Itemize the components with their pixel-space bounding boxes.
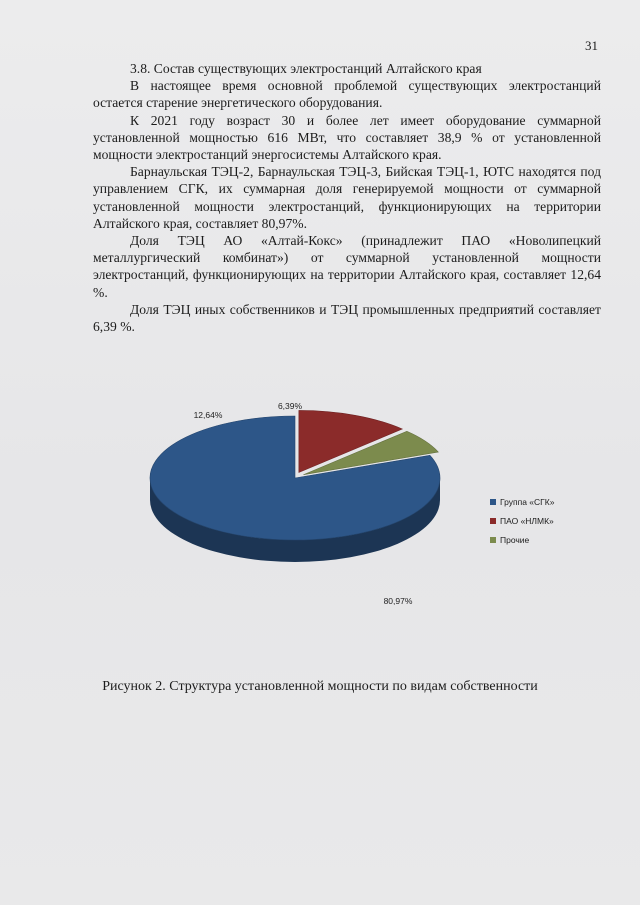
pie-data-label: 80,97% — [383, 596, 413, 606]
legend-item — [490, 511, 554, 530]
paragraph: Доля ТЭЦ АО «Алтай-Кокс» (принадлежит ПАО «Новолипецкий металлургический комбинат») от суммарной установленной мощности электростанций, функционирующих на территории Алтайского края, составляет 12,64 %. — [93, 233, 601, 300]
paragraph: К 2021 году возраст 30 и более лет имеет оборудование суммарной установленной мощностью 616 МВт, что составляет 38,9 % от установленной мощности электростанций энергосистемы Алтайского края. — [93, 112, 601, 163]
pie-chart — [140, 390, 610, 620]
legend-label: ПАО «НЛМК» — [500, 515, 554, 526]
legend-label: Прочие — [500, 534, 530, 545]
chart-legend — [490, 492, 554, 549]
pie-data-label: 6,39% — [277, 401, 303, 411]
legend-item — [490, 530, 554, 549]
pie-tops — [150, 410, 440, 540]
paragraph: Барнаульская ТЭЦ-2, Барнаульская ТЭЦ-3, Бийская ТЭЦ-1, ЮТС находятся под управлением СГК, их суммарная доля генерируемой мощности от суммарной установленной мощности электростанций, функционирующих на территории Алтайского края, составляет 80,97%. — [93, 164, 601, 231]
body-text — [93, 60, 601, 335]
paragraph: В настоящее время основной проблемой существующих электростанций остается старение энергетического оборудования. — [93, 78, 601, 111]
legend-swatch — [490, 518, 496, 524]
pie-slice — [150, 416, 440, 540]
figure-caption: Рисунок 2. Структура установленной мощности по видам собственности — [102, 679, 538, 694]
pie-data-label: 12,64% — [193, 410, 223, 420]
section-heading: 3.8. Состав существующих электростанций Алтайского края — [130, 61, 482, 76]
legend-swatch — [490, 537, 496, 543]
legend-label: Группа «СГК» — [500, 496, 555, 507]
page-number: 31 — [585, 38, 598, 53]
paragraph: Доля ТЭЦ иных собственников и ТЭЦ промышленных предприятий составляет 6,39 %. — [93, 301, 601, 335]
legend-swatch — [490, 499, 496, 505]
legend-item — [490, 492, 554, 511]
